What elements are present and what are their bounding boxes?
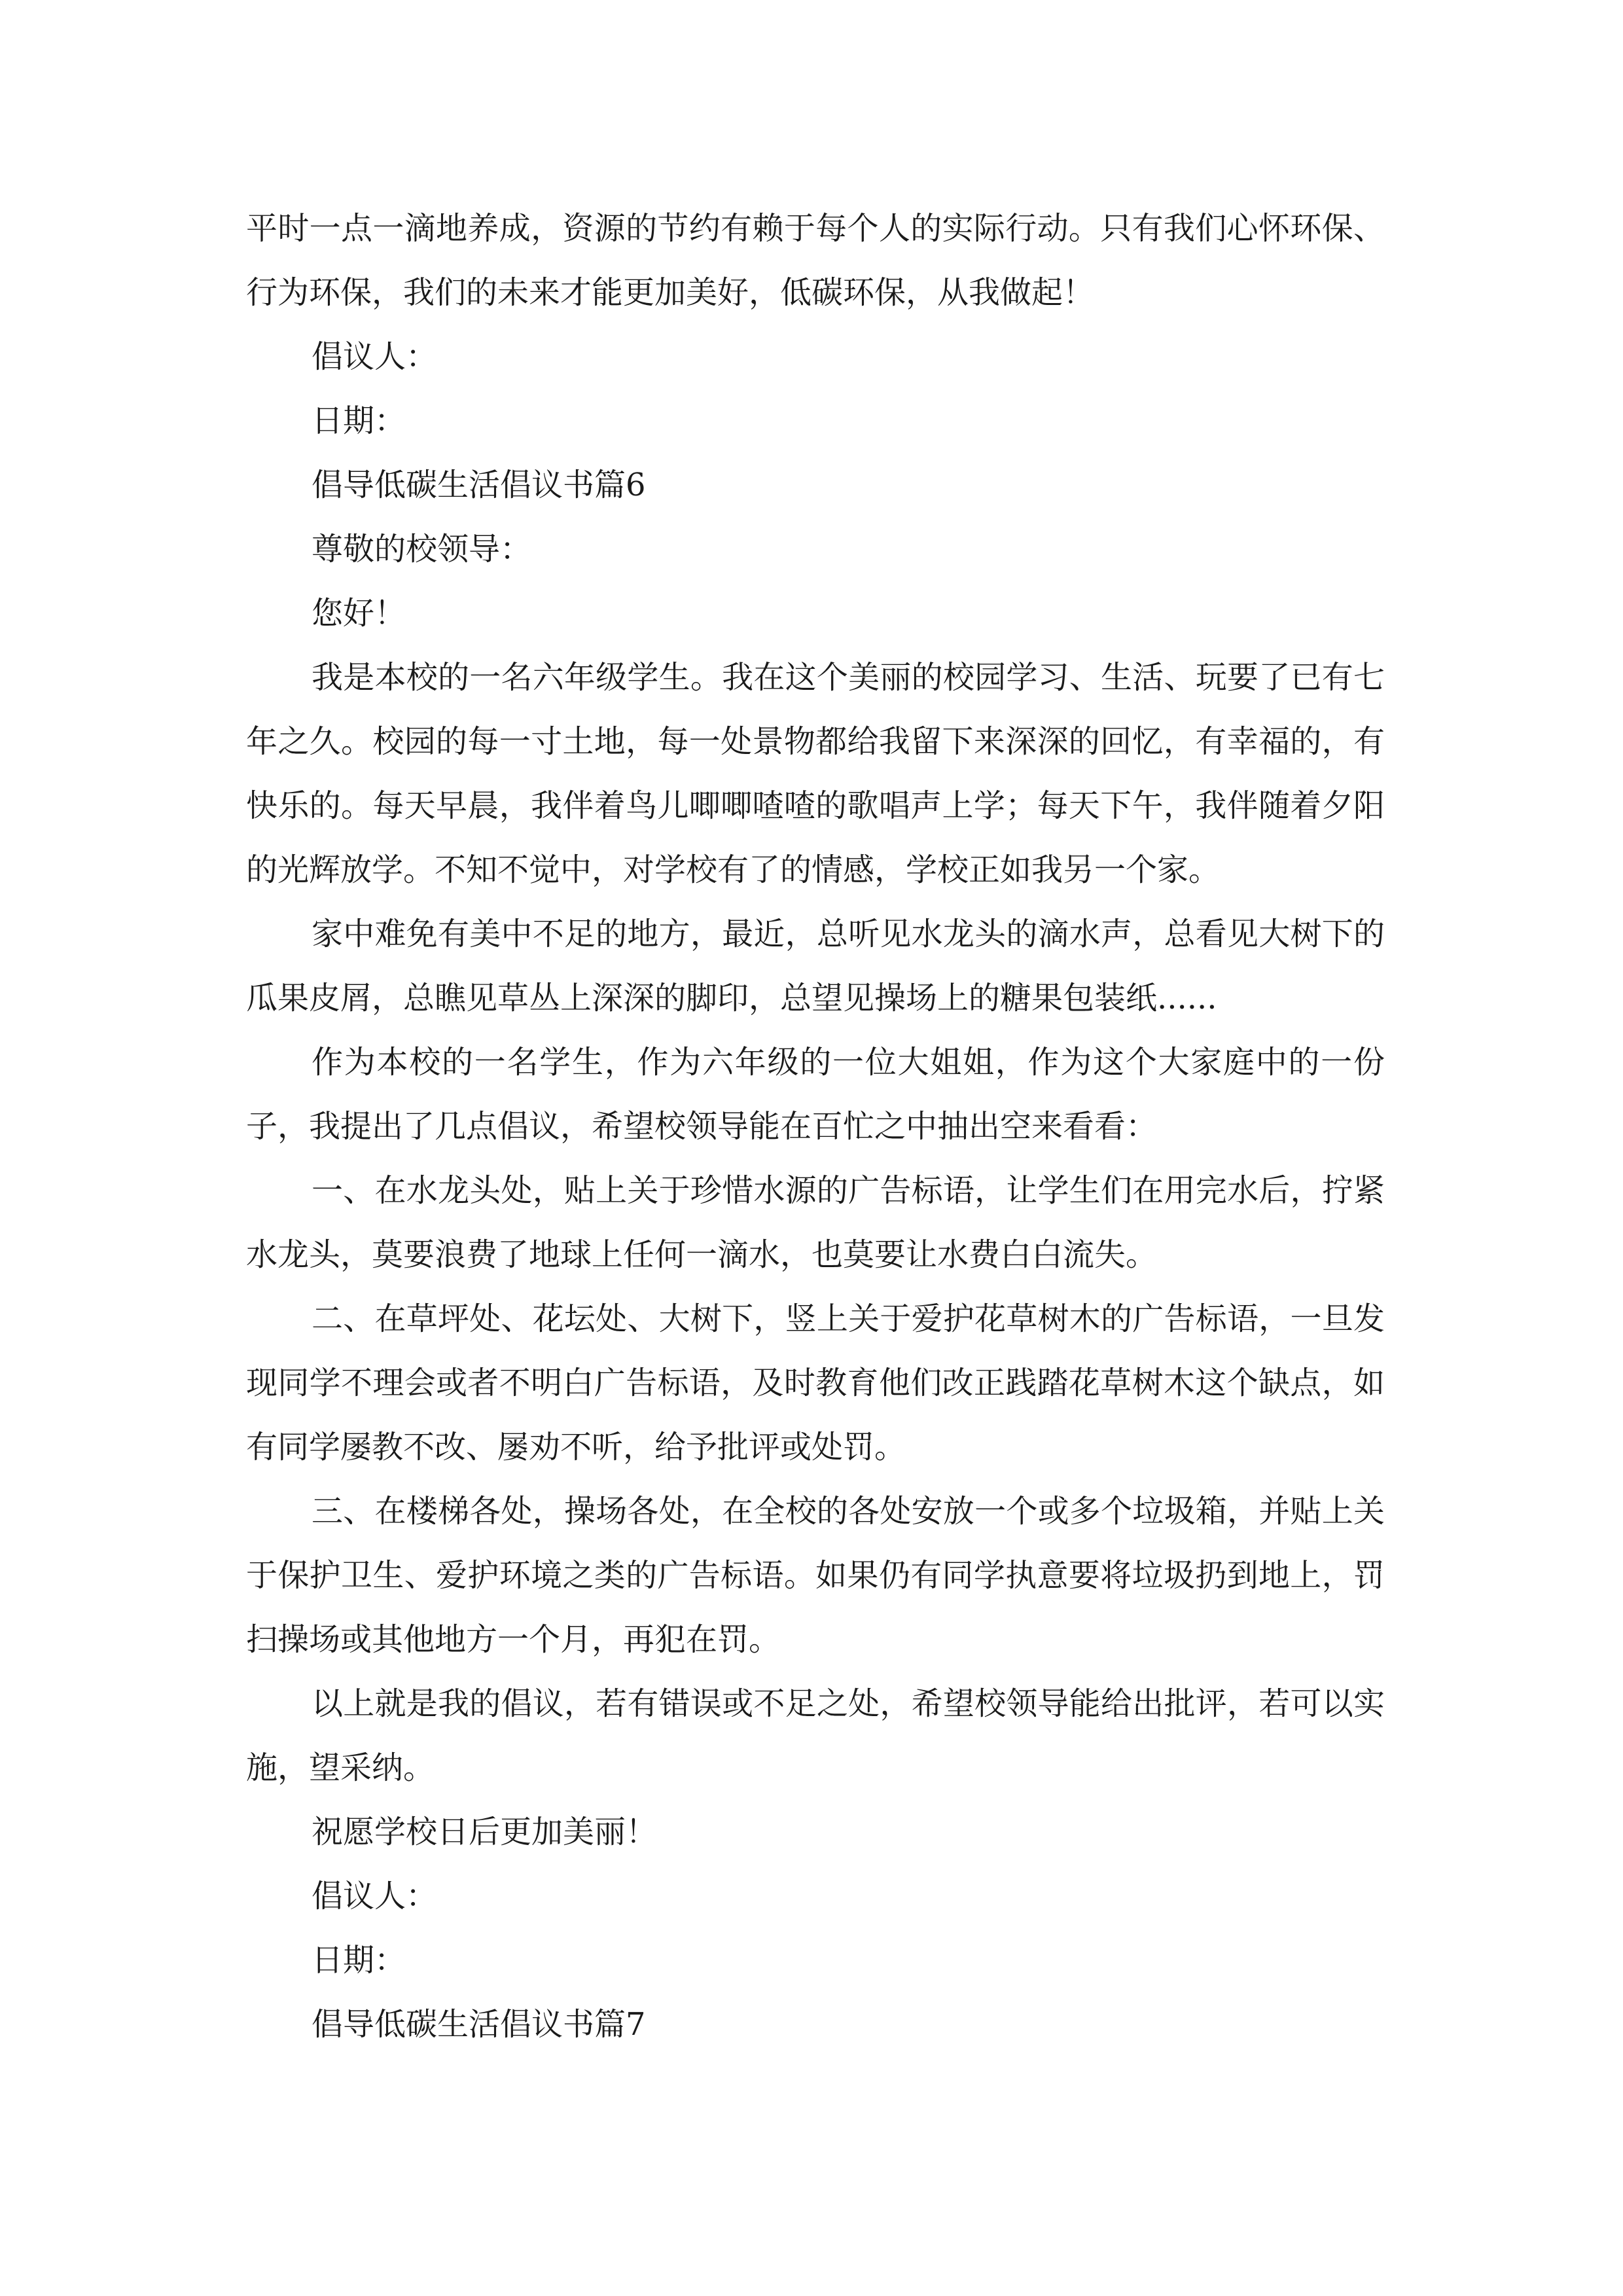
paragraph-problems: 家中难免有美中不足的地方，最近，总听见水龙头的滴水声，总看见大树下的瓜果皮屑，总瞧见草丛上深深的脚印，总望见操场上的糖果包装纸...... — [246, 916, 1385, 1016]
proposal-item-3: 三、在楼梯各处，操场各处，在全校的各处安放一个或多个垃圾箱，并贴上关于保护卫生、爱护环境之类的广告标语。如果仍有同学执意要将垃圾扔到地上，罚扫操场或其他地方一个月，再犯在罚。 — [246, 1493, 1385, 1658]
section-title-7: 倡导低碳生活倡议书篇7 — [312, 2006, 646, 2043]
paragraph-intro: 我是本校的一名六年级学生。我在这个美丽的校园学习、生活、玩要了已有七年之久。校园的每一寸土地，每一处景物都给我留下来深深的回忆，有幸福的，有快乐的。每天早晨，我伴着鸟儿唧唧喳喳的歌唱声上学；每天下午，我伴随着夕阳的光辉放学。不知不觉中，对学校有了的情感，学校正如我另一个家。 — [246, 659, 1385, 888]
paragraph-intro-closing: 平时一点一滴地养成，资源的节约有赖于每个人的实际行动。只有我们心怀环保、行为环保，我们的未来才能更加美好，低碳环保，从我做起！ — [246, 210, 1385, 311]
date-label: 日期： — [312, 403, 406, 439]
date-label-2: 日期： — [312, 1942, 406, 1979]
salutation: 尊敬的校领导： — [312, 531, 532, 567]
paragraph-conclusion: 以上就是我的倡议，若有错误或不足之处，希望校领导能给出批评，若可以实施，望采纳。 — [246, 1685, 1385, 1786]
paragraph-proposal-intro: 作为本校的一名学生，作为六年级的一位大姐姐，作为这个大家庭中的一份子，我提出了几点倡议，希望校领导能在百忙之中抽出空来看看： — [246, 1044, 1385, 1145]
section-title-6: 倡导低碳生活倡议书篇6 — [312, 467, 646, 503]
proposer-label-2: 倡议人： — [312, 1878, 438, 1914]
proposal-item-1: 一、在水龙头处，贴上关于珍惜水源的广告标语，让学生们在用完水后，拧紧水龙头，莫要浪费了地球上任何一滴水，也莫要让水费白白流失。 — [246, 1172, 1385, 1273]
document-page — [246, 196, 1385, 2056]
closing-wish: 祝愿学校日后更加美丽！ — [312, 1814, 658, 1850]
proposer-label: 倡议人： — [312, 338, 438, 375]
proposal-item-2: 二、在草坪处、花坛处、大树下，竖上关于爱护花草树木的广告标语，一旦发现同学不理会或者不明白广告标语，及时教育他们改正践踏花草树木这个缺点，如有同学屡教不改、屡劝不听，给予批评或处罚。 — [246, 1300, 1385, 1465]
greeting: 您好！ — [312, 595, 406, 632]
